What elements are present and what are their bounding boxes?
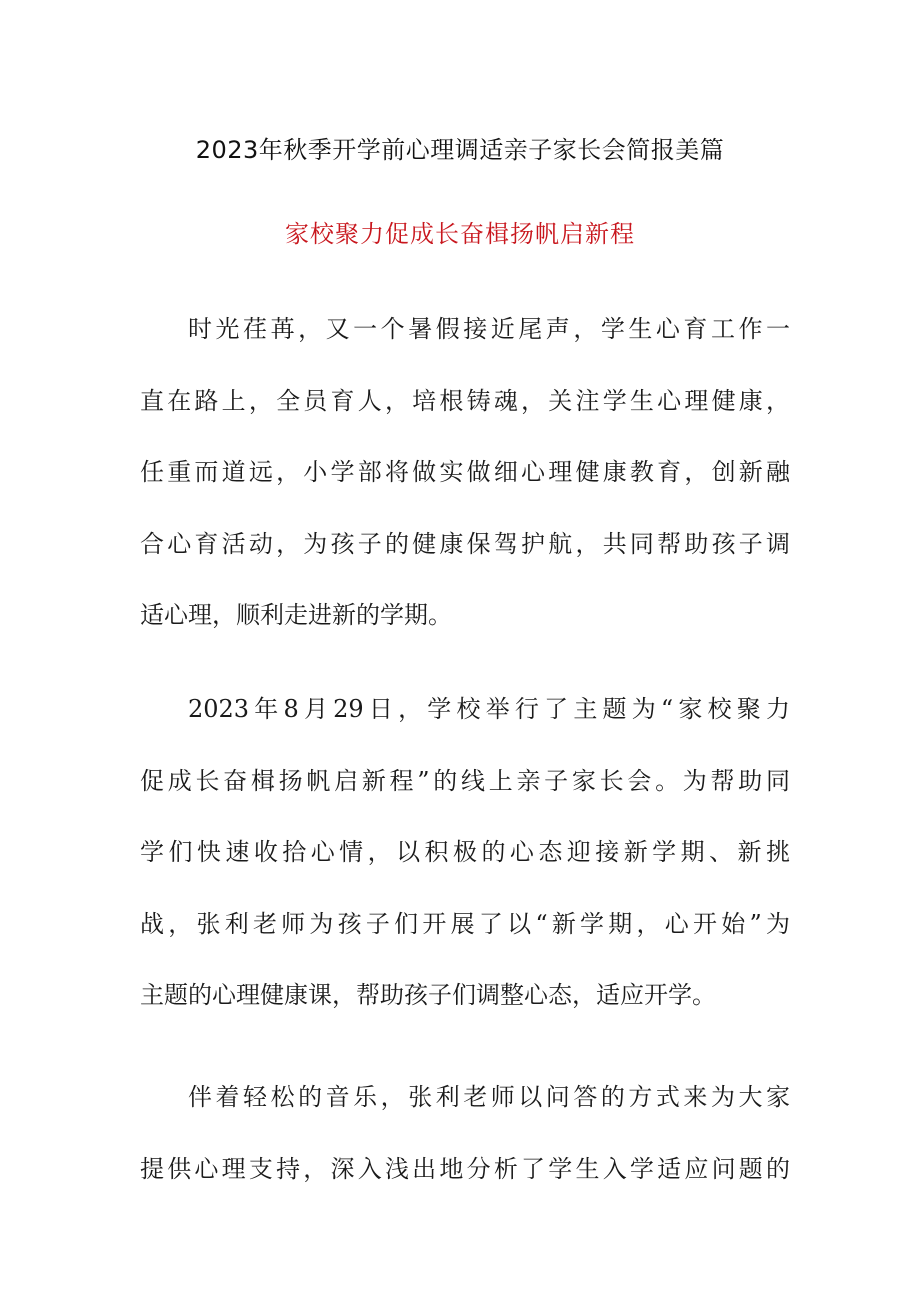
text-line: 适心理，顺利走进新的学期。 <box>140 601 452 629</box>
text-line: 主题的心理健康课，帮助孩子们调整心态，适应开学。 <box>140 981 716 1009</box>
text-line: 任重而道远，小学部将做实做细心理健康教育，创新融 <box>140 458 790 486</box>
text-line: 直在路上，全员育人，培根铸魂，关注学生心理健康， <box>140 386 790 415</box>
text-line: 合心育活动，为孩子的健康保驾护航，共同帮助孩子调 <box>140 529 790 558</box>
text-line: 学们快速收拾心情，以积极的心态迎接新学期、新挑 <box>140 838 790 866</box>
text-line: 提供心理支持，深入浅出地分析了学生入学适应问题的 <box>140 1154 790 1183</box>
text-line: 战，张利老师为孩子们开展了以“新学期，心开始”为 <box>140 909 790 938</box>
text-line: 伴着轻松的音乐，张利老师以问答的方式来为大家 <box>188 1083 790 1111</box>
paragraph-intro <box>140 294 790 652</box>
paragraph-lesson <box>140 1062 790 1205</box>
text-line: 促成长奋楫扬帆启新程”的线上亲子家长会。为帮助同 <box>140 766 790 795</box>
document-subtitle: 家校聚力促成长奋楫扬帆启新程 <box>285 220 635 248</box>
paragraph-event <box>140 674 790 1032</box>
document-title: 2023年秋季开学前心理调适亲子家长会简报美篇 <box>195 136 725 164</box>
text-line: 2023年8月29日，学校举行了主题为“家校聚力 <box>188 695 790 723</box>
text-line: 时光荏苒，又一个暑假接近尾声，学生心育工作一 <box>188 315 790 343</box>
